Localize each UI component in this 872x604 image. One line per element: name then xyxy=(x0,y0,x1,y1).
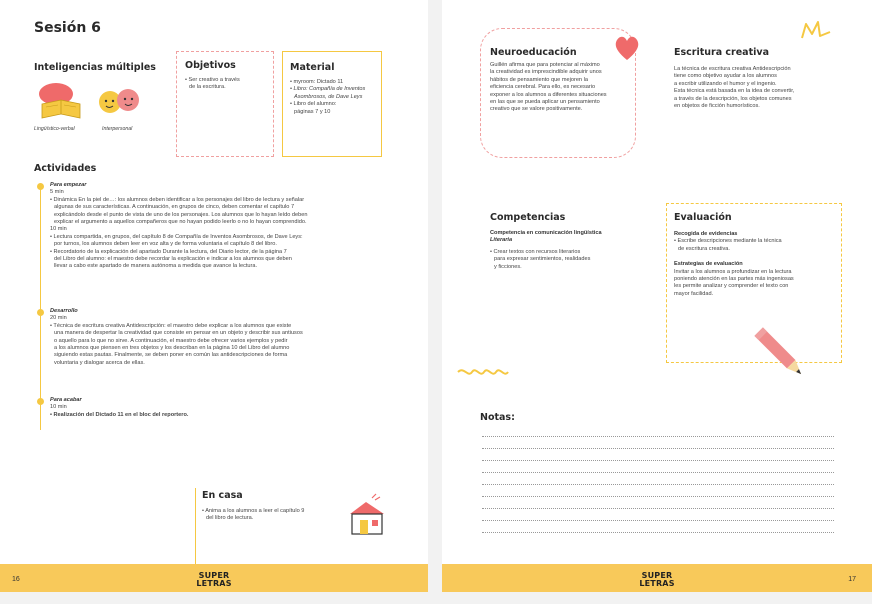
activity-line: por turnos, los alumnos deben leer en voz alta y de forma voluntaria el capítulo 8 del libro. xyxy=(54,241,277,248)
text-line: en las que se pueda aplicar un pensamiento xyxy=(490,99,600,106)
heart-icon xyxy=(614,34,640,62)
right-page xyxy=(442,0,872,592)
activity-line: explicándolo desde el punto de vista de uno de los personajes. Los alumnos que lo hayan leído deben xyxy=(54,211,308,218)
en-casa-line xyxy=(195,488,196,570)
evaluacion-content xyxy=(674,231,834,298)
notas-title: Notas: xyxy=(480,412,515,423)
section-desarrollo xyxy=(50,308,380,367)
en-casa-list xyxy=(202,508,304,523)
neuro-title: Neuroeducación xyxy=(490,47,577,58)
competencia-item: • Crear textos con recursos literarios xyxy=(490,248,581,255)
intelligences-title: Inteligencias múltiples xyxy=(34,62,156,73)
house-icon xyxy=(346,492,390,538)
activity-line: voluntaria y dialogar acerca de ellas. xyxy=(54,359,145,366)
text-line: Invitar a los alumnos a profundizar en la lectura xyxy=(674,268,792,275)
text-line: a través de la descripción, los objetos comunes xyxy=(674,95,792,102)
section-title: Para acabar xyxy=(50,397,82,403)
competencia-subtitle: Competencia en comunicación lingüística xyxy=(490,230,602,236)
time-label: 10 min xyxy=(50,226,67,233)
objetivos-item: de la escritura. xyxy=(189,84,226,91)
activity-line: • Realización del Dictado 11 en el bloc del reportero. xyxy=(50,411,189,418)
text-line: eficiencia cerebral. Para ello, es necesario xyxy=(490,84,596,91)
notes-line xyxy=(482,496,834,497)
activity-line: • Técnica de escritura creativa Antidescripción: el maestro debe explicar a los alumnos que existe xyxy=(50,322,292,329)
section-title: Para empezar xyxy=(50,182,87,188)
left-page xyxy=(0,0,428,592)
timeline-line xyxy=(40,186,41,430)
en-casa-item: del libro de lectura. xyxy=(206,515,254,522)
section-title: Desarrollo xyxy=(50,308,78,314)
material-item: • Libro: Compañía de Inventos xyxy=(290,86,366,93)
objetivos-item: • Ser creativo a través xyxy=(185,77,240,83)
competencia-subtitle: Literaria xyxy=(490,237,513,244)
en-casa-item: • Anima a los alumnos a leer el capítulo 9 xyxy=(202,508,305,514)
text-line: en objetos de ficción humorísticos. xyxy=(674,103,760,110)
evaluacion-subtitle: Estrategias de evaluación xyxy=(674,261,743,268)
evaluacion-title: Evaluación xyxy=(674,212,732,223)
evaluacion-item: de escritura creativa. xyxy=(678,245,730,252)
sparkle-icon xyxy=(798,18,834,48)
objetivos-list xyxy=(185,77,240,92)
text-line: mayor facilidad. xyxy=(674,290,714,297)
activity-line: del Libro del alumno: el maestro debe recordar la explicación e indicar a los alumnos que deben xyxy=(54,256,292,263)
logo-bottom: LETRAS xyxy=(196,579,232,588)
activity-line: algunas de sus características. A continuación, en grupos de cinco, deben comentar el capítulo 7 xyxy=(54,204,295,211)
material-item: Asombrosos, de Dave Leys xyxy=(294,93,363,100)
activity-line: explicar el argumento a aquellos compañeros que no hayan podido leerlo o no lo hayan comprendido. xyxy=(54,219,307,226)
text-line: hábitos de pensamiento que mejoren la xyxy=(490,76,588,83)
escritura-text xyxy=(674,66,794,110)
activity-line: o aquello para lo que no sirve. A continuación, el maestro debe ofrecer varios ejemplos y pedir xyxy=(54,337,288,344)
evaluacion-subtitle: Recogida de evidencias xyxy=(674,231,738,237)
footer xyxy=(442,564,872,592)
material-title: Material xyxy=(290,62,335,73)
timeline-dot xyxy=(37,183,44,190)
time-label: 10 min xyxy=(50,404,67,411)
page-number: 16 xyxy=(12,576,20,583)
time-label: 20 min xyxy=(50,315,67,322)
activity-line: • Recordatorio de la explicación del apartado Durante la lectura, del Diario lector, de la página 7 xyxy=(50,248,287,255)
intelligence-label-1: Lingüístico-verbal xyxy=(34,126,75,132)
notes-line xyxy=(482,436,834,437)
notes-line xyxy=(482,448,834,449)
timeline-dot xyxy=(37,309,44,316)
material-item: páginas 7 y 10 xyxy=(294,108,331,115)
neuro-text xyxy=(490,62,607,114)
competencias-title: Competencias xyxy=(490,212,566,223)
notes-line xyxy=(482,484,834,485)
activity-line: llevar a cabo este apartado de manera autónoma a medida que avance la lectura. xyxy=(54,263,258,270)
logo-bottom: LETRAS xyxy=(639,579,675,588)
notes-line xyxy=(482,508,834,509)
text-line: creativo que se valore positivamente. xyxy=(490,106,583,113)
competencias-content xyxy=(490,230,602,271)
competencia-item: y ficciones. xyxy=(494,263,522,270)
en-casa-title: En casa xyxy=(202,490,243,501)
text-line: La técnica de escritura creativa Antidescripción xyxy=(674,66,791,72)
superletras-logo xyxy=(196,572,231,588)
material-item: • myroom: Dictado 11 xyxy=(290,79,344,85)
text-line: les permite analizar y comprender el texto con xyxy=(674,283,789,290)
session-title: Sesión 6 xyxy=(34,20,101,36)
notes-line xyxy=(482,460,834,461)
activities-title: Actividades xyxy=(34,163,97,174)
objetivos-title: Objetivos xyxy=(185,60,236,71)
timeline-dot xyxy=(37,398,44,405)
material-item: • Libro del alumno: xyxy=(290,101,337,108)
text-line: la creatividad es imprescindible adquirir unos xyxy=(490,69,602,76)
notes-line xyxy=(482,472,834,473)
material-list xyxy=(290,79,365,116)
evaluacion-item: • Escribe descripciones mediante la técnica xyxy=(674,238,782,245)
competencia-item: para expresar sentimientos, realidades xyxy=(494,256,591,263)
activity-line: a los alumnos que piensen en tres objetos y los describan en la página 10 del Libro del alumno xyxy=(54,345,290,352)
text-line: poniendo atención en las partes más ingeniosas xyxy=(674,276,794,283)
section-para-empezar xyxy=(50,182,380,271)
intelligence-label-2: Interpersonal xyxy=(102,126,133,132)
notes-line xyxy=(482,520,834,521)
notes-line xyxy=(482,532,834,533)
escritura-title: Escritura creativa xyxy=(674,47,769,58)
page-number: 17 xyxy=(848,576,856,583)
logo-top: SUPER xyxy=(641,571,673,580)
text-line: Esta técnica está basada en la idea de convertir, xyxy=(674,88,795,95)
activity-line: • Dinámica En la piel de…: los alumnos deben identificar a los personajes del libro de lectura y señalar xyxy=(50,196,305,203)
activity-line: siguiendo estas pautas. Finalmente, se deben poner en común las antidescripciones de forma xyxy=(54,352,288,359)
footer xyxy=(0,564,428,592)
text-line: exponer a los alumnos a diferentes situaciones xyxy=(490,91,607,98)
book-icon xyxy=(36,80,86,122)
section-para-acabar xyxy=(50,397,380,419)
logo-top: SUPER xyxy=(198,571,230,580)
text-line: Guillén afirma que para potenciar al máximo xyxy=(490,62,600,68)
superletras-logo xyxy=(639,572,674,588)
activity-line: • Lectura compartida, en grupos, del capítulo 8 de Compañía de Inventos Asombrosos, de Dave Leys: xyxy=(50,233,303,240)
text-line: a escribir utilizando el humor y el ingenio. xyxy=(674,80,777,87)
text-line: tiene como objetivo ayudar a los alumnos xyxy=(674,73,777,80)
pencil-icon xyxy=(752,322,812,388)
faces-icon xyxy=(94,84,146,118)
squiggle-icon xyxy=(456,364,510,390)
time-label: 5 min xyxy=(50,189,64,196)
activity-line: una manera de despertar la creatividad que consiste en pensar en un objeto y describir sus antiusos xyxy=(54,330,303,337)
